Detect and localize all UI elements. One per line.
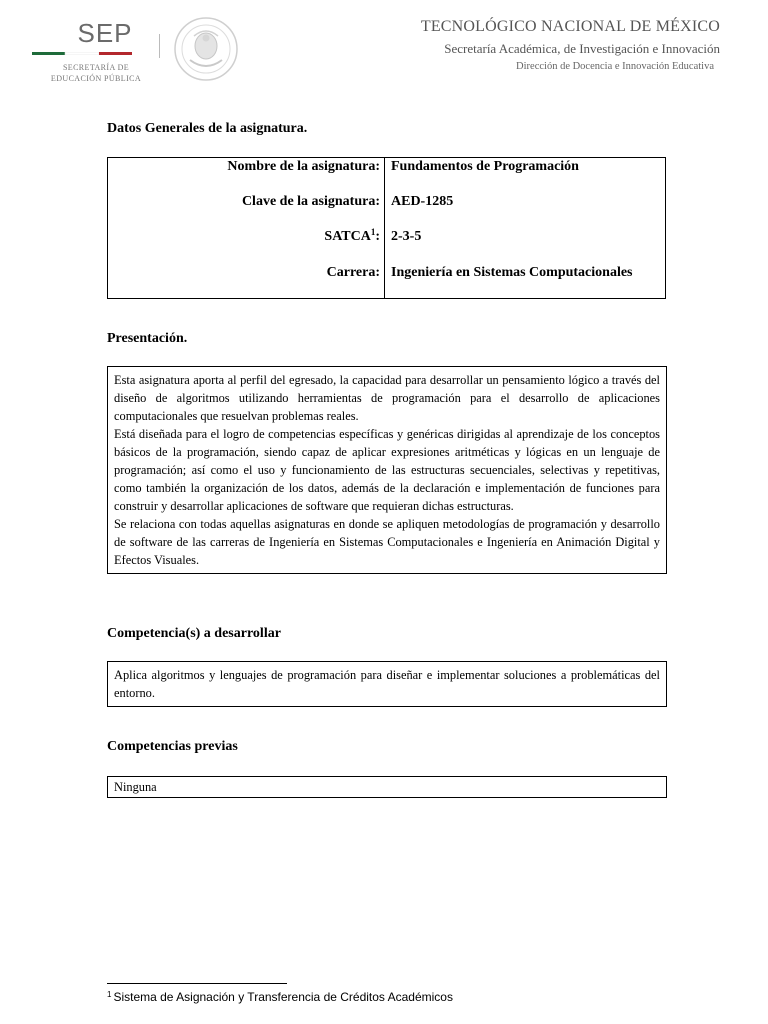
presentation-paragraph: Está diseñada para el logro de competencias específicas y genéricas dirigidas al aprendizaje de los conceptos básicos de la programación, siendo capaz de aplicar expresiones aritméticas y lógicas en un lenguaje de programación; así como el uso y funcionamiento de las estructuras secuenciales, selectivas y repetitivas, como también la organización de los datos, además de la declaración e implementación de funciones para construir y desarrollar aplicaciones de software que requieran dichas estructuras. xyxy=(114,427,660,513)
row-label: Nombre de la asignatura: xyxy=(227,159,380,174)
table-row xyxy=(108,265,665,285)
competencies-box xyxy=(107,661,667,707)
row-value: 2-3-5 xyxy=(391,229,422,244)
sep-logo-bars xyxy=(32,52,132,55)
table-row xyxy=(108,229,665,249)
footnote-rule xyxy=(107,983,287,984)
direction-name: Dirección de Docencia e Innovación Educativa xyxy=(516,61,714,72)
presentation-paragraph: Esta asignatura aporta al perfil del egresado, la capacidad para desarrollar un pensamiento lógico a través del diseño de algoritmos utilizando herramientas de programación para el desarrollo de aplicaciones computacionales que resuelvan problemas reales. xyxy=(114,373,660,423)
footnote-ref: 1 xyxy=(370,227,376,237)
national-seal-icon xyxy=(172,16,240,82)
presentation-box xyxy=(107,366,667,574)
row-value: Fundamentos de Programación xyxy=(391,159,579,174)
competencies-text: Aplica algoritmos y lenguajes de programación para diseñar e implementar soluciones a problemáticas del entorno. xyxy=(114,668,660,700)
secretariat-name: Secretaría Académica, de Investigación e Innovación xyxy=(444,41,720,56)
footnote-marker: 1 xyxy=(107,990,112,999)
row-value: Ingeniería en Sistemas Computacionales xyxy=(391,265,633,280)
row-label: SATCA$^1$: xyxy=(324,227,380,244)
footnote xyxy=(107,990,453,1004)
row-value: AED-1285 xyxy=(391,194,454,209)
sep-logo-subtitle: SECRETARÍA DE EDUCACIÓN PÚBLICA xyxy=(50,63,142,83)
presentation-heading: Presentación. xyxy=(107,331,188,346)
row-label: Carrera: xyxy=(326,265,380,280)
general-data-table xyxy=(107,157,666,299)
table-row xyxy=(108,194,665,214)
institution-name: TECNOLÓGICO NACIONAL DE MÉXICO xyxy=(420,18,720,35)
sep-logo-word: SEP xyxy=(77,18,133,48)
prior-text: Ninguna xyxy=(114,780,157,794)
footnote-text: Sistema de Asignación y Transferencia de Créditos Académicos xyxy=(113,990,453,1004)
prior-box xyxy=(107,776,667,798)
header-divider xyxy=(159,34,160,58)
table-row xyxy=(108,159,665,179)
presentation-paragraph: Se relaciona con todas aquellas asignaturas en donde se apliquen metodologías de programación y desarrollo de software de las carreras de Ingeniería en Sistemas Computacionales e Ingeniería en Animación Digital y Efectos Visuales. xyxy=(114,517,660,567)
competencies-heading: Competencia(s) a desarrollar xyxy=(107,626,281,641)
prior-heading: Competencias previas xyxy=(107,739,238,754)
general-heading: Datos Generales de la asignatura. xyxy=(107,121,308,136)
row-label: Clave de la asignatura: xyxy=(241,194,380,209)
